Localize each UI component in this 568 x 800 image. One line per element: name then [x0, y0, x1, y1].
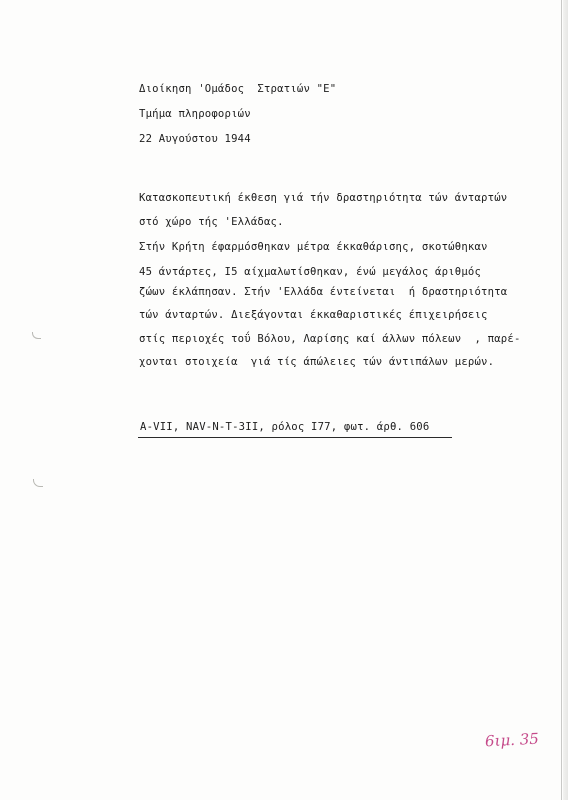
archive-reference: A-VII, NAV-N-T-3II, ρόλος I77, φωτ. άρθ. 606	[140, 421, 430, 433]
header-line-command: Διοίκηση 'Ομάδος Στρατιών "Ε"	[139, 83, 337, 95]
header-line-section: Τμήμα πληροφοριών	[139, 108, 251, 120]
scan-mark-top	[32, 332, 41, 339]
body-line: χονται στοιχεία γιά τίς άπώλειες τών άντιπάλων μερών.	[139, 356, 495, 368]
body-line: στό χώρο τής 'Ελλάδας.	[139, 216, 284, 228]
body-line: ζώων έκλάπησαν. Στήν 'Ελλάδα έντείνεται ή δραστηριότητα	[139, 286, 508, 298]
body-line: Στήν Κρήτη έφαρμόσθηκαν μέτρα έκκαθάρισης, σκοτώθηκαν	[139, 241, 488, 253]
scan-mark-bottom	[33, 479, 43, 487]
body-line: στίς περιοχές τοΰ Βόλου, Λαρίσης καί άλλων πόλεων , παρέ-	[139, 333, 521, 345]
page-edge-line	[561, 0, 562, 800]
body-line: 45 άντάρτες, I5 αίχμαλωτίσθηκαν, ένώ μεγάλος άριθμός	[139, 266, 482, 278]
body-line: τών άνταρτών. Διεξάγονται έκκαθαριστικές έπιχειρήσεις	[139, 309, 488, 321]
handwritten-page-note: 6ιμ. 35	[484, 729, 540, 751]
body-line: Κατασκοπευτική έκθεση γιά τήν δραστηριότητα τών άνταρτών	[139, 192, 508, 204]
header-line-date: 22 Αυγούστου 1944	[139, 133, 251, 145]
reference-underline	[138, 437, 452, 438]
page-edge-shadow	[563, 0, 568, 800]
